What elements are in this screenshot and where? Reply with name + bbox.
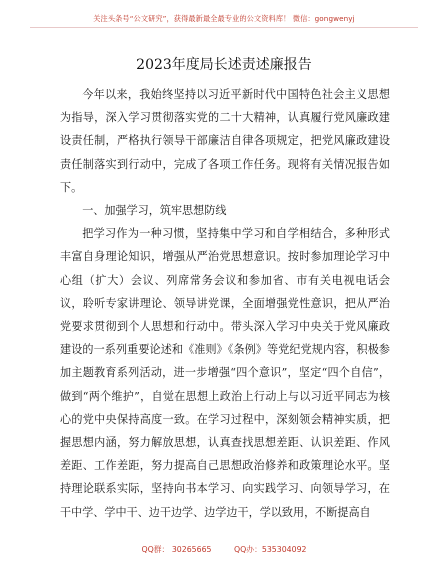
footer-qq-group: QQ群： 30265665 — [141, 545, 212, 554]
section-heading: 一、加强学习，筑牢思想防线 — [82, 204, 227, 218]
header-divider — [30, 27, 418, 28]
document-body — [60, 83, 390, 524]
section-paragraph: 把学习作为一种习惯，坚持集中学习和自学相结合，多种形式丰富自身理论知识，增强从严治党思想意识。按时参加理论学习中心组（扩大）会议、列席常务会议和参加省、市有关电视电话会议，聆听专家讲理论、领导讲党课，全面增强党性意识，把从严治党要求贯彻到个人思想和行动中。带头深入学习中央关于党风廉政建设的一系列重要论述和《准则》《条例》等党纪党规内容，积极参加主题教育系列活动，进一步增强“四个意识”，坚定“四个自信”，做到“两个维护”，自觉在思想上政治上行动上与以习近平同志为核心的党中央保持高度一致。在学习过程中，深刻领会精神实质，把握思想内涵，努力解放思想，认真查找思想差距、认识差距、作风差距、工作差距，努力提高自己思想政治修养和政策理论水平。坚持理论联系实际，坚持向书本学习、向实践学习、向领导学习，在干中学、学中干、边干边学、边学边干，学以致用，不断提高自 — [60, 227, 390, 519]
document-title: 2023年度局长述责述廉报告 — [136, 57, 312, 73]
header-banner: 关注头条号“公文研究”，获得最新最全最专业的公文资料库！ 微信：gongwenyj — [93, 14, 355, 23]
intro-paragraph: 今年以来，我始终坚持以习近平新时代中国特色社会主义思想为指导，深入学习贯彻落实党的二十大精神，认真履行党风廉政建设责任制，严格执行领导干部廉洁自律各项规定，把党风廉政建设责任制落实到行动中，完成了各项工作任务。现将有关情况报告如下。 — [60, 88, 390, 194]
footer-qq-contact: QQ办：535304092 — [234, 545, 307, 554]
footer — [0, 544, 448, 555]
